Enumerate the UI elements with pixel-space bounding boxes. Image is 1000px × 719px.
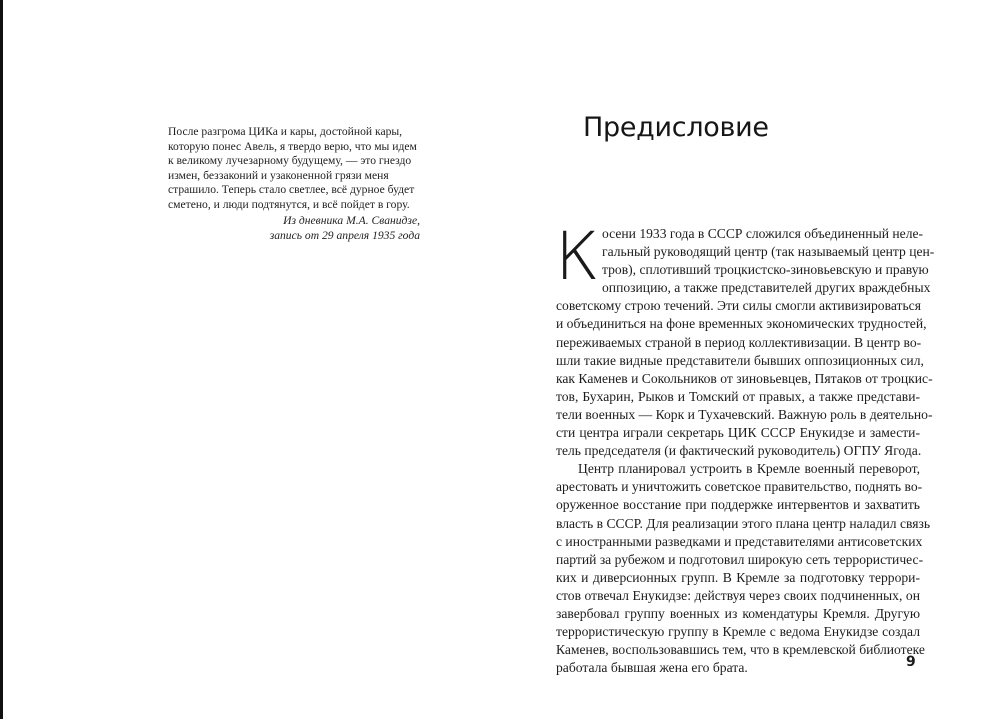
text-line: сти центра играли секретарь ЦИК СССР Енукидзе и замести- [556,425,920,441]
text-line: террористическую группу в Кремле с ведома Енукидзе создал [556,624,920,640]
text-line: работала бывшая жена его брата. [556,660,748,676]
text-line: стов отвечал Енукидзе: действуя через своих подчиненных, он [556,587,920,603]
book-spine-edge [0,0,3,719]
text-line: тель председателя (и фактический руководитель) ОГПУ Ягода. [556,443,922,459]
epigraph-line: После разгрома ЦИКа и кары, достойной кары, [168,125,403,138]
text-line: переживаемых страной в период коллективизации. В центр во- [556,334,922,350]
text-line: гальный руководящий центр (так называемый центр цен- [602,244,935,260]
text-line: осени 1933 года в СССР сложился объединенный неле- [602,226,924,241]
chapter-title: Предисловие [583,112,769,143]
epigraph-line: сметено, и люди подтянутся, и всё пойдет в гору. [168,197,410,211]
text-line: Каменев, воспользовавшись тем, что в кремлевской библиотеке [556,642,925,658]
text-line: шли такие видные представители бывших оппозиционных сил, [556,352,924,368]
epigraph [168,125,420,243]
text-line: завербовал группу военных из комендатуры Кремля. Другую [556,605,920,621]
text-line: тров), сплотивший троцкистско-зиновьевскую и правую [602,262,929,278]
text-line: партий за рубежом и подготовил широкую сеть террористичес- [556,551,924,567]
text-line: советскому строю течений. Эти силы смогли активизироваться [556,298,921,314]
epigraph-quote [168,125,420,212]
epigraph-line: измен, беззаконий и узаконенной грязи меня [168,168,389,182]
text-line: ких и диверсионных групп. В Кремле за подготовку террори- [556,569,920,585]
epigraph-source [168,214,420,243]
epigraph-line: к великому лучезарному будущему, — это гнездо [168,154,412,167]
paragraph-1 [555,218,935,460]
epigraph-source-line: запись от 29 апреля 1935 года [269,228,420,242]
text-line: власть в СССР. Для реализации этого плана центр наладил связь [556,515,931,531]
text-line: и объединиться на фоне временных экономических трудностей, [556,316,927,332]
text-line: тели военных — Корк и Тухачевский. Важную роль в деятельно- [556,406,933,422]
text-line: как Каменев и Сокольников от зиновьевцев, Пятаков от троцкис- [556,370,933,386]
text-line: оруженное восстание при поддержке интервентов и захватить [556,497,920,513]
text-line: Центр планировал устроить в Кремле военный переворот, [578,461,920,477]
text-line: с иностранными разведками и представителями антисоветских [556,533,923,549]
text-line: оппозицию, а также представителей других враждебных [602,280,931,296]
drop-cap: К [555,218,600,295]
text-line: тов, Бухарин, Рыков и Томский от правых, а также представи- [556,388,920,404]
chapter-body [555,218,935,677]
epigraph-source-line: Из дневника М.А. Сванидзе, [283,214,420,227]
epigraph-line: которую понес Авель, я твердо верю, что мы идем [168,139,417,153]
text-line: арестовать и уничтожить советское правительство, поднять во- [556,479,923,495]
page-number: 9 [906,654,916,670]
paragraph-2 [556,460,931,677]
epigraph-line: страшило. Теперь стало светлее, всё дурное будет [168,183,415,196]
